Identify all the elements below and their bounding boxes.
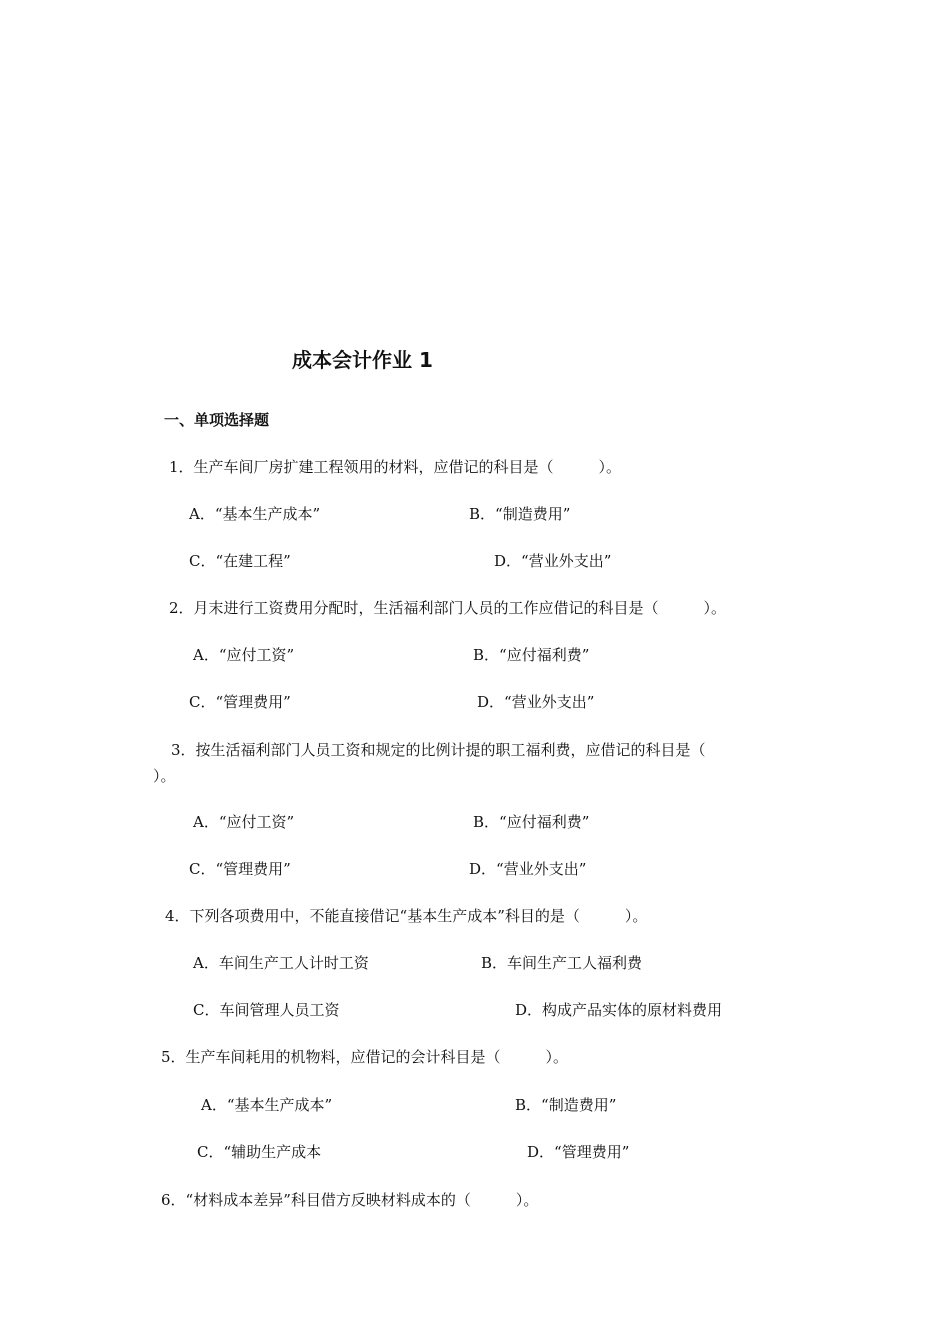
question-3-option-a: A．“应付工资” xyxy=(193,813,295,831)
question-1-option-d: D．“营业外支出” xyxy=(494,552,612,570)
question-2-option-b: B．“应付福利费” xyxy=(473,646,590,664)
question-2-option-d: D．“营业外支出” xyxy=(477,693,595,711)
question-3-option-c: C．“管理费用” xyxy=(189,860,291,878)
document-title: 成本会计作业 1 xyxy=(292,348,433,372)
question-5-option-b: B．“制造费用” xyxy=(515,1096,617,1114)
question-5-option-c: C．“辅助生产成本 xyxy=(197,1143,322,1161)
section-heading: 一、单项选择题 xyxy=(164,411,270,429)
question-1-option-a: A．“基本生产成本” xyxy=(189,505,321,523)
question-6-stem: 6．“材料成本差异”科目借方反映材料成本的（ ）。 xyxy=(161,1191,539,1209)
question-5-stem: 5．生产车间耗用的机物料，应借记的会计科目是（ ）。 xyxy=(161,1048,569,1066)
question-3-stem-line-1: 3．按生活福利部门人员工资和规定的比例计提的职工福利费，应借记的科目是（ xyxy=(171,741,706,759)
question-3-option-b: B．“应付福利费” xyxy=(473,813,590,831)
question-4-stem: 4．下列各项费用中，不能直接借记“基本生产成本”科目的是（ ）。 xyxy=(165,907,648,925)
question-4-option-c: C．车间管理人员工资 xyxy=(193,1001,340,1019)
question-2-option-a: A．“应付工资” xyxy=(193,646,295,664)
question-4-option-d: D．构成产品实体的原材料费用 xyxy=(515,1001,723,1019)
question-5-option-a: A．“基本生产成本” xyxy=(201,1096,333,1114)
question-1-option-b: B．“制造费用” xyxy=(469,505,571,523)
question-4-option-b: B．车间生产工人福利费 xyxy=(481,954,643,972)
question-3-stem-line-2: ）。 xyxy=(153,767,176,785)
question-3-option-d: D．“营业外支出” xyxy=(469,860,587,878)
question-4-option-a: A．车间生产工人计时工资 xyxy=(193,954,369,972)
question-2-option-c: C．“管理费用” xyxy=(189,693,291,711)
question-2-stem: 2．月末进行工资费用分配时，生活福利部门人员的工作应借记的科目是（ ）。 xyxy=(169,599,727,617)
question-5-option-d: D．“管理费用” xyxy=(527,1143,630,1161)
question-1-option-c: C．“在建工程” xyxy=(189,552,291,570)
question-1-stem: 1．生产车间厂房扩建工程领用的材料，应借记的科目是（ ）。 xyxy=(169,458,622,476)
